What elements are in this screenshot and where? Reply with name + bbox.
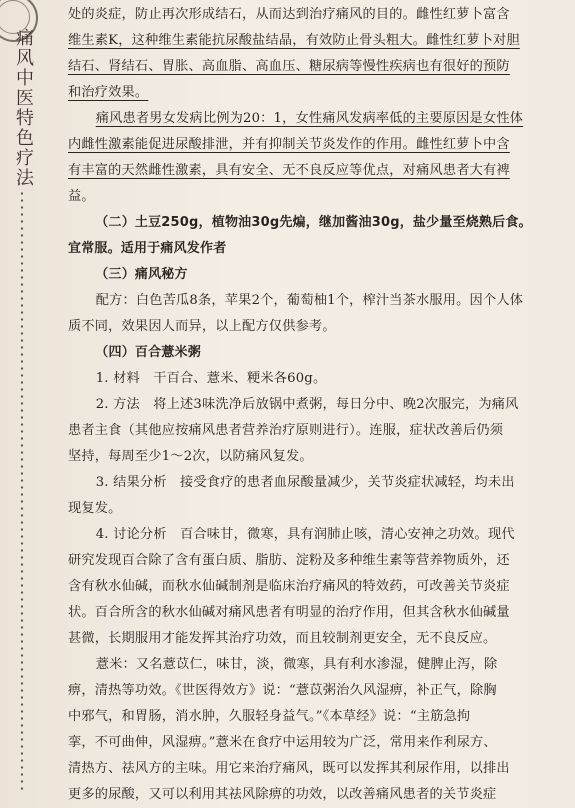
text-line: 挛，不可曲伸，风湿痹。”薏米在食疗中运用较为广泛，常用来作利尿方、 <box>68 735 497 750</box>
text-line: 痛风患者男女发病比例为20：1，女性痛风发病率低的主要原因是女性体 <box>95 111 524 126</box>
text-line: 内雌性激素能促进尿酸排泄，并有抑制关节炎发作的作用。雌性红萝卜中含 <box>68 137 510 152</box>
text-line: 坚持，每周至少1～2次，以防痛风复发。 <box>68 449 313 464</box>
text-line: 薏米：又名薏苡仁，味甘，淡，微寒，具有利水渗湿，健脾止泻，除 <box>95 657 498 672</box>
running-head-title: 痛风中医特色疗法 <box>13 28 34 188</box>
text-line: 质不同，效果因人而异，以上配方仅供参考。 <box>68 319 336 334</box>
section-heading-2: （二）土豆250g，植物油30g先煸，继加酱油30g，盐少量至烧熟后食。 <box>95 215 532 230</box>
text-line: 有丰富的天然雌性激素，具有安全、无不良反应等优点，对痛风患者大有裨 <box>68 163 510 178</box>
text-line: 益。 <box>68 189 95 204</box>
section-heading-4: （四）百合薏米粥 <box>95 345 201 360</box>
section-heading-2-cont: 宜常服。适用于痛风发作者 <box>68 241 227 256</box>
text-line: 状。百合所含的秋水仙碱对痛风患者有明显的治疗作用，但其含秋水仙碱量 <box>68 605 510 620</box>
text-line: 研究发现百合除了含有蛋白质、脂肪、淀粉及多种维生素等营养物质外，还 <box>68 553 510 568</box>
text-line: 和治疗效果。 <box>68 85 149 100</box>
text-line: 处的炎症，防止再次形成结石，从而达到治疗痛风的目的。雌性红萝卜富含 <box>68 7 510 22</box>
list-item: 1. 材料 干百合、薏米、粳米各60g。 <box>95 371 327 386</box>
text-line: 中邪气，和胃肠，消水肿，久服轻身益气。”《本草经》说：“主筋急拘 <box>68 709 471 724</box>
text-line: 结石、肾结石、胃胀、高血脂、高血压、糖尿病等慢性疾病也有很好的预防 <box>68 59 510 74</box>
text-line: 清热方、祛风方的主味。用它来治疗痛风，既可以发挥其利尿作用，以排出 <box>68 761 510 776</box>
text-line: 维生素K，这种维生素能抗尿酸盐结晶，有效防止骨头粗大。雌性红萝卜对胆 <box>68 33 520 48</box>
list-item: 3. 结果分析 接受食疗的患者血尿酸量减少，关节炎症状减轻，均未出 <box>95 475 515 490</box>
list-item: 2. 方法 将上述3味洗净后放锅中煮粥，每日分中、晚2次服完，为痛风 <box>95 397 519 412</box>
text-line: 痹，清热等功效。《世医得效方》说：“薏苡粥治久风湿痹，补正气，除胸 <box>68 683 497 698</box>
text-line: 患者主食（其他应按痛风患者营养治疗原则进行）。连服，症状改善后仍须 <box>68 423 504 438</box>
list-item: 4. 讨论分析 百合味甘，微寒，具有润肺止咳，清心安神之功效。现代 <box>95 527 515 542</box>
dotted-rule <box>20 190 24 790</box>
text-line: 更多的尿酸，又可以利用其祛风除痹的功效，以改善痛风患者的关节炎症 <box>68 787 497 802</box>
text-line: 现复发。 <box>68 501 122 516</box>
text-line: 配方：白色苦瓜8条，苹果2个，葡萄柚1个，榨汁当茶水服用。因个人体 <box>95 293 524 308</box>
side-margin <box>0 0 46 808</box>
text-line: 甚微，长期服用才能发挥其治疗功效，而且较制剂更安全，无不良反应。 <box>68 631 497 646</box>
section-heading-3: （三）痛风秘方 <box>95 267 188 282</box>
body-text <box>68 2 568 808</box>
text-line: 含有秋水仙碱，而秋水仙碱制剂是临床治疗痛风的特效药，可改善关节炎症 <box>68 579 510 594</box>
